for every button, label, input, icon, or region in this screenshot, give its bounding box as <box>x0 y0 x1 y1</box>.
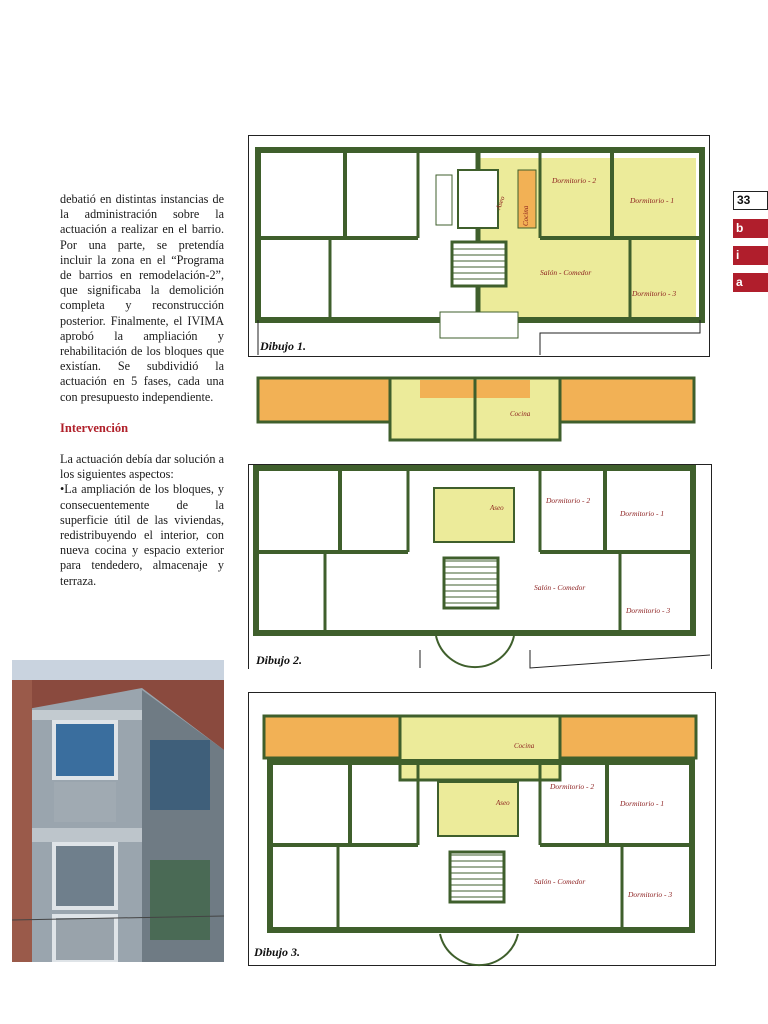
plan1-label-dorm3: Dormitorio - 3 <box>632 289 677 298</box>
plan1-label-dorm1: Dormitorio - 1 <box>630 196 675 205</box>
plan1-label-aseo: Aseo <box>494 195 507 211</box>
section-tab-2[interactable]: i <box>733 246 768 265</box>
plan2-label-dorm1: Dormitorio - 1 <box>620 509 665 518</box>
building-photo <box>12 660 224 962</box>
drawing-2-caption: Dibujo 2. <box>256 653 303 667</box>
plan-drawing-2 <box>256 468 710 668</box>
plan2-label-salon: Salón - Comedor <box>534 583 586 592</box>
plan3-label-salon: Salón - Comedor <box>534 877 586 886</box>
plan2-label-dorm2: Dormitorio - 2 <box>546 496 591 505</box>
article-bullet-1: •La ampliación de los bloques, y consecuentemente de la superficie útil de las viviendas, redistribuyendo el interior, con nueva cocina y espacio exterior para tendedero, almacenaje y terraza. <box>60 482 224 588</box>
plan3-label-aseo: Aseo <box>496 799 510 807</box>
plan-extension-strip <box>258 378 694 440</box>
plan-drawing-3 <box>264 716 696 965</box>
section-tab-3[interactable]: a <box>733 273 768 292</box>
section-tab-1[interactable]: b <box>733 219 768 238</box>
plan1-label-salon: Salón - Comedor <box>540 268 592 277</box>
plan2-label-aseo: Aseo <box>490 504 504 512</box>
section-heading: Intervención <box>60 420 129 435</box>
plan1-label-dorm2: Dormitorio - 2 <box>552 176 597 185</box>
strip-label-cocina: Cocina <box>510 410 531 418</box>
plan1-label-cocina: Cocina <box>522 205 530 226</box>
article-paragraph-1: debatió en distintas instancias de la administración sobre la actuación a realizar en el barrio. Por una parte, se pretendía incluir la zona en el “Programa de barrios en remodelación-2”, que significaba la demolición completa y reconstrucción posterior. Finalmente, el IVIMA aprobó la ampliación y rehabilitación de los bloques que existían. Se subdividió la actuación en 5 fases, cada una con presupuesto independiente. <box>60 192 224 404</box>
plan3-label-dorm2: Dormitorio - 2 <box>550 782 595 791</box>
plan-drawing-1 <box>258 150 702 355</box>
page-number-tab: 33 <box>733 191 768 210</box>
drawing-3-caption: Dibujo 3. <box>254 945 301 959</box>
article-paragraph-2: La actuación debía dar solución a los siguientes aspectos: <box>60 452 224 482</box>
plan2-label-dorm3: Dormitorio - 3 <box>626 606 671 615</box>
plan3-label-cocina: Cocina <box>514 742 535 750</box>
drawing-1-caption: Dibujo 1. <box>260 339 307 353</box>
plan3-label-dorm3: Dormitorio - 3 <box>628 890 673 899</box>
plan3-label-dorm1: Dormitorio - 1 <box>620 799 665 808</box>
